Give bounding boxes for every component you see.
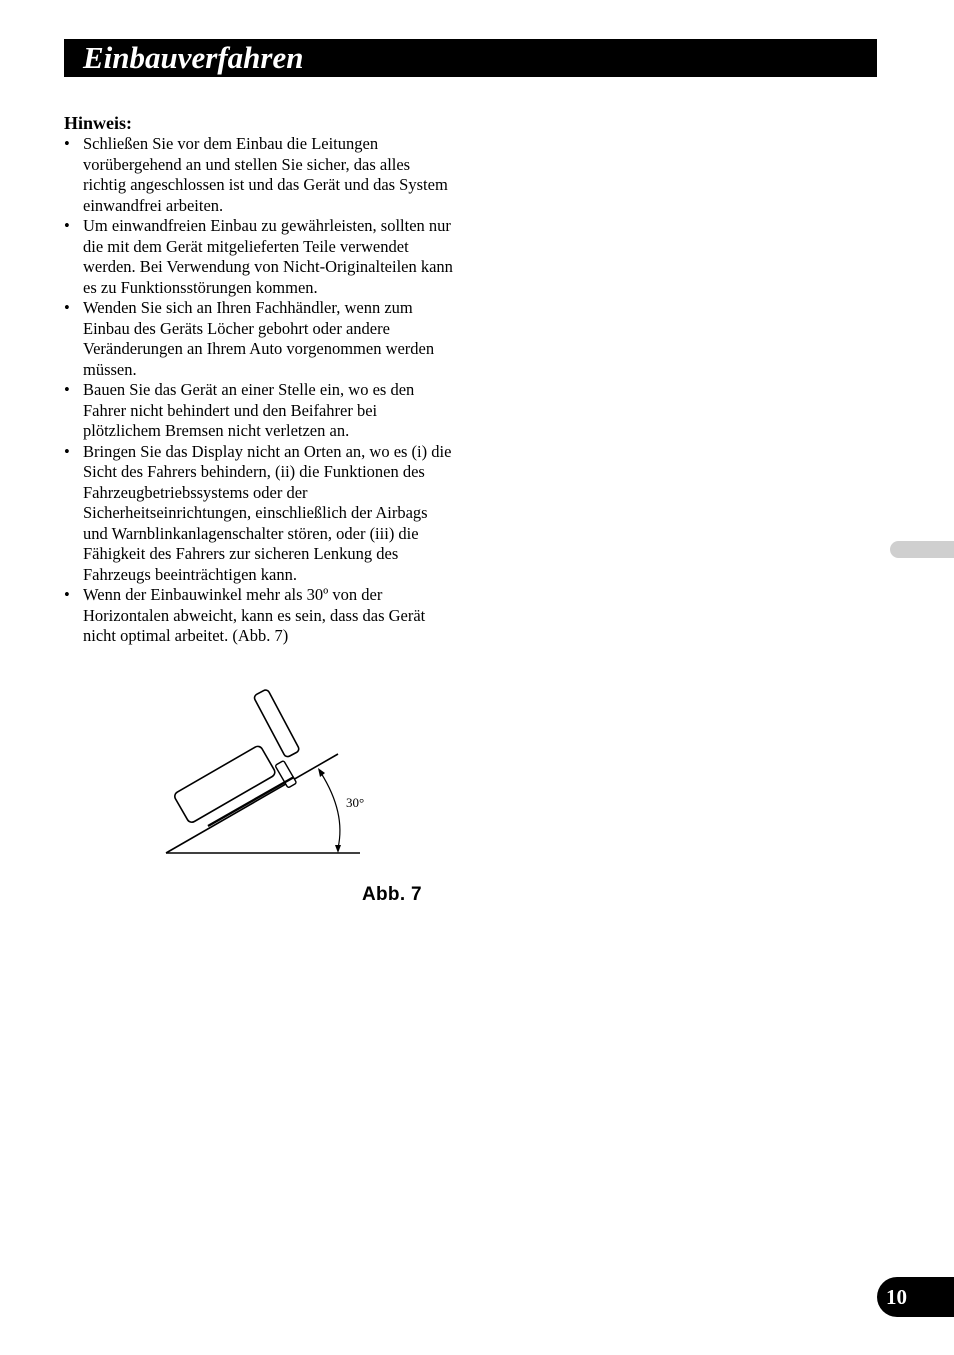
note-item [64,380,456,442]
note-heading: Hinweis: [64,113,133,133]
note-item [64,134,456,216]
bullet-icon: • [64,298,70,317]
note-item [64,298,456,380]
note-item [64,585,456,647]
angle-arc [318,768,341,853]
note-list [64,134,456,647]
note-item-text: Bringen Sie das Display nicht an Orten an, wo es (i) die Sicht des Fahrers behindern, (ii) die Funktionen des Fahrzeugbetriebssystems oder der Sicherheitseinrichtungen, einschließlich der Airbags und Warnblinkanlagenschalter stören, oder (iii) die Fähigkeit des Fahrers zur sicheren Lenkung des Fahrzeugs beeinträchtigen kann. [83,441,452,584]
note-item [64,216,456,298]
bullet-icon: • [64,134,70,153]
page-number: 10 [886,1285,907,1309]
note-item-text: Bauen Sie das Gerät an einer Stelle ein, wo es den Fahrer nicht behindert und den Beifahrer bei plötzlichem Bremsen nicht verletzen an. [83,380,415,440]
note-item [64,442,456,586]
note-item-text: Schließen Sie vor dem Einbau die Leitungen vorübergehend an und stellen Sie sicher, das alles richtig angeschlossen ist und das Gerät und das System einwandfrei arbeiten. [83,134,448,215]
page-title: Einbauverfahren [83,40,304,75]
note-item-text: Wenn der Einbauwinkel mehr als 30º von der Horizontalen abweicht, kann es sein, dass das Gerät nicht optimal arbeitet. (Abb. 7) [83,585,426,645]
title-bar [64,39,877,77]
angle-label: 30° [346,795,365,810]
installation-angle-figure [160,680,380,860]
bullet-icon: • [64,380,70,399]
note-item-text: Um einwandfreien Einbau zu gewährleisten, sollten nur die mit dem Gerät mitgelieferten Teile verwendet werden. Bei Verwendung von Nicht-Originalteilen kann es zu Funktionsstörungen kommen. [83,216,453,297]
bullet-icon: • [64,441,70,461]
page-number-tab [877,1277,954,1317]
language-side-tab [890,541,954,558]
figure-caption: Abb. 7 [362,884,422,905]
note-item-text: Wenden Sie sich an Ihren Fachhändler, wenn zum Einbau des Geräts Löcher gebohrt oder andere Veränderungen an Ihrem Auto vorgenommen werden müssen. [83,298,435,379]
bullet-icon: • [64,585,70,604]
bullet-icon: • [64,216,70,235]
